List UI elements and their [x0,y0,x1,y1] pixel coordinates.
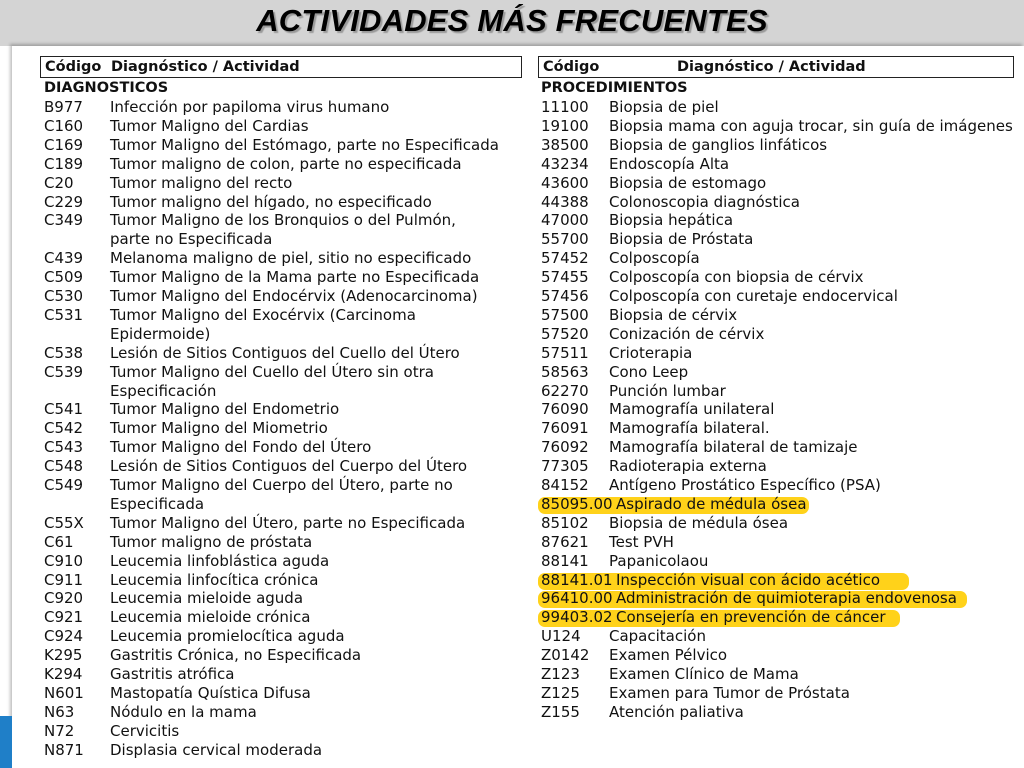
row-description: Mamografía bilateral de tamizaje [609,438,858,457]
row-description: Especificación [110,381,217,400]
row-code: K295 [44,646,83,665]
row-description: Tumor Maligno del Cuerpo del Útero, parte no [110,476,453,494]
row-description: Cervicitis [110,721,180,740]
row-code: 88141.01 [541,570,613,589]
row-code: 85102 [541,513,589,532]
row-description: Mamografía bilateral. [609,419,770,438]
row-description: Tumor Maligno del Miometrio [110,419,328,438]
row-description: Mastopatía Quística Difusa [110,683,311,702]
row-code: C169 [44,135,84,154]
row-description: Gastritis atrófica [110,665,235,683]
row-description: Tumor Maligno del Endometrio [110,400,340,419]
row-code: Z0142 [541,646,590,665]
row-description: Lesión de Sitios Contiguos del Cuello del Útero [110,343,460,362]
row-code: 38500 [541,135,589,154]
row-description: Aspirado de médula ósea [616,494,807,513]
row-description: Antígeno Prostático Específico (PSA) [609,476,881,494]
row-code: C924 [44,627,84,646]
row-code: 47000 [541,211,589,230]
row-code: 43600 [541,173,589,192]
row-code: N871 [44,740,84,759]
row-description: Tumor Maligno del Estómago, parte no Especificada [110,135,499,154]
row-description: Cono Leep [609,362,689,381]
left-accent-bar [0,716,12,768]
row-code: 88141 [541,551,589,570]
row-code: 57456 [541,287,589,305]
row-code: 76090 [541,400,589,419]
row-description: Tumor maligno de colon, parte no especificada [110,154,462,173]
row-description: Crioterapia [609,343,693,362]
row-description: Tumor Maligno del Cuello del Útero sin otra [110,362,434,381]
row-description: Papanicolaou [609,551,709,570]
row-code: 57520 [541,324,589,343]
row-description: Conización de cérvix [609,324,765,343]
row-description: Tumor Maligno del Exocérvix (Carcinoma [110,305,416,324]
row-description: Lesión de Sitios Contiguos del Cuerpo del Útero [110,457,468,476]
row-description: Leucemia linfocítica crónica [110,570,319,589]
row-description: parte no Especificada [110,230,273,249]
row-description: Atención paliativa [609,702,744,721]
row-code: 55700 [541,230,589,249]
row-code: K294 [44,665,83,683]
row-description: Tumor Maligno de la Mama parte no Especificada [110,268,480,287]
row-code: 76092 [541,438,589,457]
row-description: Colonoscopia diagnóstica [609,192,800,211]
row-description: Tumor Maligno del Cardias [110,116,309,135]
row-code: C189 [44,154,84,173]
diagnostics-section-label: DIAGNOSTICOS [44,80,169,96]
row-code: 43234 [541,154,589,173]
row-code: C920 [44,589,84,608]
row-description: Displasia cervical moderada [110,740,323,759]
row-code: C509 [44,268,84,287]
row-description: Consejería en prevención de cáncer [616,608,886,627]
row-description: Capacitación [609,627,706,646]
row-code: 87621 [541,532,589,551]
row-code: C541 [44,400,84,419]
row-code: C548 [44,457,84,476]
row-description: Leucemia linfoblástica aguda [110,551,330,570]
row-description: Punción lumbar [609,381,726,400]
row-description: Tumor Maligno del Endocérvix (Adenocarcinoma) [110,287,478,305]
row-description: Tumor maligno de próstata [110,532,313,551]
row-code: C531 [44,305,84,324]
row-description: Tumor maligno del hígado, no especificado [110,192,432,211]
row-code: 57500 [541,305,589,324]
row-code: C61 [44,532,74,551]
row-code: C549 [44,476,84,494]
row-code: 44388 [541,192,589,211]
procedures-section-label: PROCEDIMIENTOS [541,80,688,96]
row-code: 84152 [541,476,589,494]
row-description: Melanoma maligno de piel, sitio no especificado [110,249,472,268]
row-code: C160 [44,116,84,135]
activity-header: Diagnóstico / Actividad [111,59,300,75]
slide-title: ACTIVIDADES MÁS FRECUENTES [256,3,768,38]
row-description: Leucemia mieloide aguda [110,589,304,608]
row-code: C539 [44,362,84,381]
row-code: Z155 [541,702,580,721]
row-description: Biopsia de piel [609,98,719,116]
row-code: C910 [44,551,84,570]
row-description: Nódulo en la mama [110,702,257,721]
row-code: C921 [44,608,84,627]
row-code: 96410.00 [541,589,613,608]
row-description: Infección por papiloma virus humano [110,98,390,116]
row-description: Biopsia de médula ósea [609,513,789,532]
row-description: Tumor Maligno de los Bronquios o del Pulmón, [110,211,456,230]
activity-header: Diagnóstico / Actividad [677,59,866,75]
row-description: Biopsia de estomago [609,173,767,192]
procedures-column-header [538,56,1014,78]
row-description: Test PVH [609,532,674,551]
row-description: Examen Clínico de Mama [609,665,799,683]
row-code: C543 [44,438,84,457]
diagnostics-column-header [40,56,522,78]
row-description: Inspección visual con ácido acético [616,570,881,589]
row-description: Endoscopía Alta [609,154,730,173]
code-header: Código [45,59,102,75]
row-description: Colposcopía con biopsia de cérvix [609,268,864,287]
row-code: C911 [44,570,84,589]
row-description: Gastritis Crónica, no Especificada [110,646,362,665]
row-description: Administración de quimioterapia endovenosa [616,589,957,608]
row-code: 57452 [541,249,589,268]
row-code: 57511 [541,343,589,362]
row-description: Biopsia mama con aguja trocar, sin guía de imágenes [609,116,1013,135]
row-code: C349 [44,211,84,230]
row-code: 57455 [541,268,589,287]
row-code: C530 [44,287,84,305]
row-code: 62270 [541,381,589,400]
row-code: C229 [44,192,84,211]
row-code: U124 [541,627,581,646]
row-code: 58563 [541,362,589,381]
row-description: Leucemia promielocítica aguda [110,627,345,646]
row-description: Biopsia de cérvix [609,305,738,324]
row-code: Z125 [541,683,580,702]
row-code: C542 [44,419,84,438]
row-description: Examen para Tumor de Próstata [609,683,850,702]
row-description: Leucemia mieloide crónica [110,608,311,627]
row-code: 99403.02 [541,608,613,627]
row-code: 76091 [541,419,589,438]
row-code: C55X [44,513,84,532]
row-description: Especificada [110,494,205,513]
row-code: C538 [44,343,84,362]
row-description: Biopsia de ganglios linfáticos [609,135,828,154]
row-description: Colposcopía con curetaje endocervical [609,287,898,305]
row-description: Biopsia hepática [609,211,734,230]
row-description: Examen Pélvico [609,646,728,665]
row-description: Tumor Maligno del Fondo del Útero [110,438,372,457]
row-code: N63 [44,702,75,721]
row-description: Epidermoide) [110,324,211,343]
row-code: N601 [44,683,84,702]
row-description: Biopsia de Próstata [609,230,754,249]
row-code: C20 [44,173,74,192]
row-code: C439 [44,249,84,268]
row-code: 19100 [541,116,589,135]
row-description: Tumor Maligno del Útero, parte no Especificada [110,513,466,532]
row-code: Z123 [541,665,580,683]
row-code: 11100 [541,98,589,116]
row-code: B977 [44,98,83,116]
row-description: Tumor maligno del recto [110,173,293,192]
row-description: Mamografía unilateral [609,400,775,419]
code-header: Código [543,59,600,75]
row-description: Radioterapia externa [609,457,767,476]
row-code: N72 [44,721,75,740]
row-code: 77305 [541,457,589,476]
row-description: Colposcopía [609,249,700,268]
row-code: 85095.00 [541,494,613,513]
